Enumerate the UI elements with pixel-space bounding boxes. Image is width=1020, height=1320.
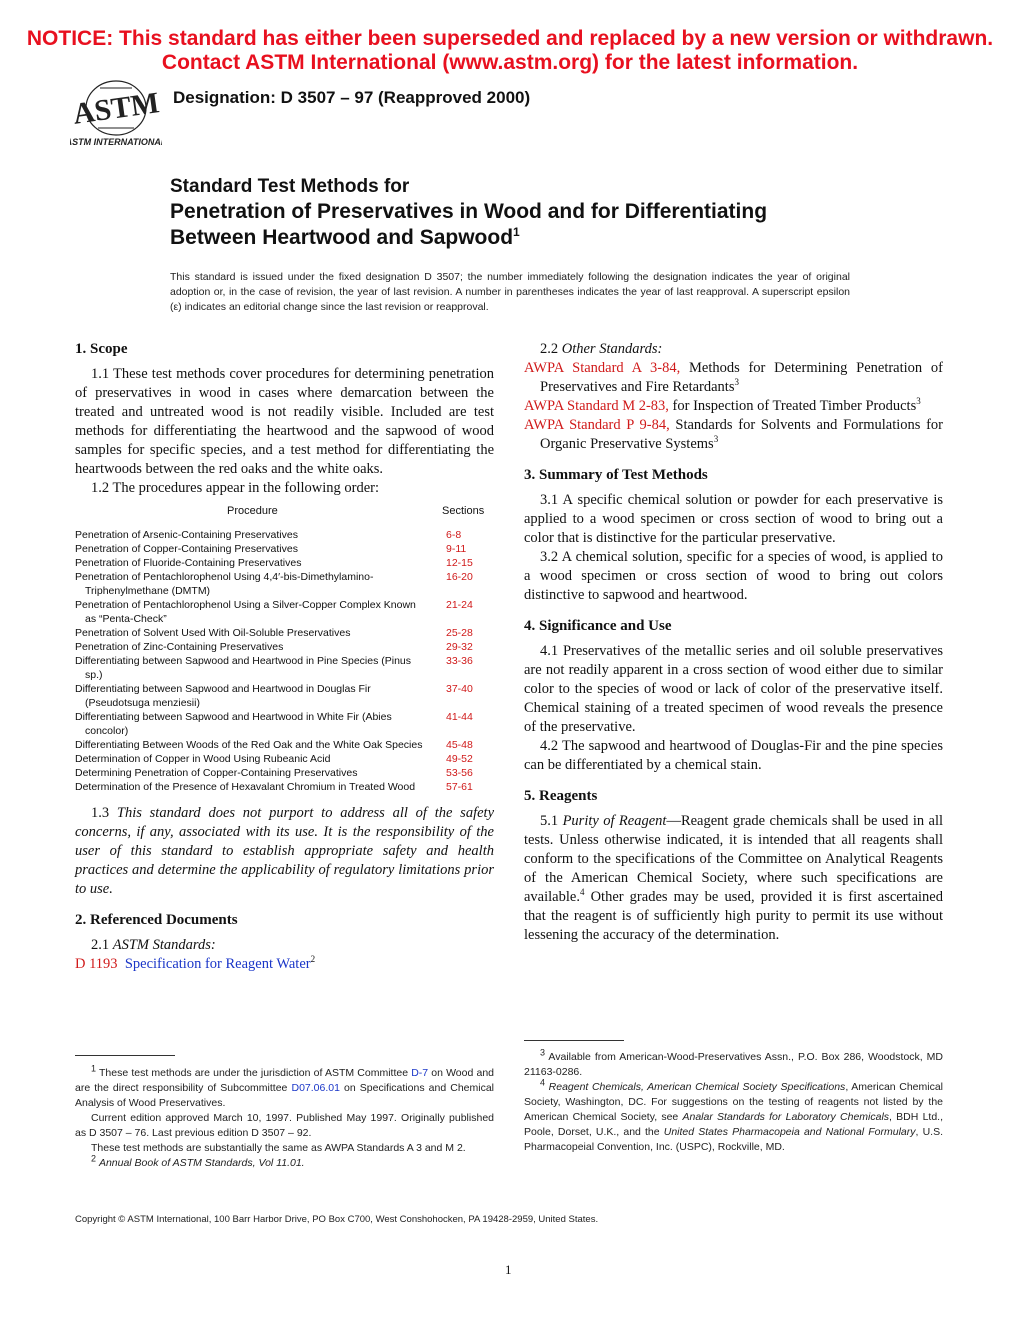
scope-heading: 1. Scope bbox=[75, 341, 128, 357]
title-footnote-ref[interactable]: 1 bbox=[513, 225, 520, 239]
reagents-heading: 5. Reagents bbox=[524, 788, 598, 804]
col-procedure: Procedure bbox=[227, 505, 278, 517]
table-row: Determining Penetration of Copper-Containing Preservatives 53-56 bbox=[75, 767, 473, 779]
footnote-divider-left bbox=[75, 1055, 175, 1056]
designation: Designation: D 3507 – 97 (Reapproved 2000) bbox=[173, 88, 531, 107]
left-column bbox=[75, 340, 494, 974]
awpa-m2-link[interactable]: AWPA Standard M 2-83, bbox=[524, 398, 669, 414]
awpa-a3: AWPA Standard A 3-84, Methods for Determining Penetration of Preservatives and Fire Retardants$^3$ bbox=[524, 360, 943, 395]
footnote-divider-right bbox=[524, 1040, 624, 1041]
awpa-a3-link[interactable]: AWPA Standard A 3-84, bbox=[524, 360, 681, 376]
title-line-2: Penetration of Preservatives in Wood and for Differentiating bbox=[170, 200, 768, 223]
section-link[interactable]: 41-44 bbox=[446, 711, 473, 723]
edition-note: Current edition approved March 10, 1997. Published May 1997. Originally published as D 3507 – 76. Last previous edition D 3507 – 92. bbox=[75, 1112, 494, 1139]
section-link[interactable]: 16-20 bbox=[446, 571, 473, 583]
refdocs-heading: 2. Referenced Documents bbox=[75, 912, 238, 928]
title-main bbox=[170, 199, 890, 251]
section-link[interactable]: 37-40 bbox=[446, 683, 473, 695]
notice-line-1: NOTICE: This standard has either been superseded and replaced by a new version or withdrawn. bbox=[26, 27, 994, 50]
refdocs-2-2: 2.2 Other Standards: bbox=[540, 341, 663, 357]
table-row: Penetration of Arsenic-Containing Preservatives 6-8 bbox=[75, 529, 462, 541]
col-sections: Sections bbox=[442, 505, 485, 517]
title-line-3: Between Heartwood and Sapwood bbox=[170, 226, 514, 249]
footnotes-right bbox=[524, 1047, 944, 1155]
table-row: Penetration of Solvent Used With Oil-Soluble Preservatives 25-28 bbox=[75, 627, 473, 639]
section-link[interactable]: 21-24 bbox=[446, 599, 473, 611]
table-row: Penetration of Zinc-Containing Preservatives 29-32 bbox=[75, 641, 473, 653]
scope-1-3: 1.3 This standard does not purport to address all of the safety concerns, if any, associated with its use. It is the responsibility of the user of this standard to establish appropriate safety and health practices and determine the applicability of regulatory limitations prior to use. bbox=[75, 805, 495, 897]
summary-3-1: 3.1 A specific chemical solution or powder for each preservative is applied to a wood specimen or cross section of wood to bring out a color that is distinctive for the particular preservative. bbox=[524, 492, 943, 546]
significance-4-2: 4.2 The sapwood and heartwood of Douglas-Fir and the pine species can be differentiated by a chemical stain. bbox=[524, 738, 943, 773]
logo-text: ASTM INTERNATIONAL bbox=[70, 137, 162, 147]
section-link[interactable]: 33-36 bbox=[446, 655, 473, 667]
scope-1-1: 1.1 These test methods cover procedures for determining penetration of preservatives in wood in cases where demarcation between the treated and untreated wood is not readily visible. Included are test methods for differentiating the heartwood and the sapwood of wood samples for specific species, and a test method for differentiating the heartwoods between the red oaks and the white oaks. bbox=[75, 366, 494, 477]
notice-line-2: Contact ASTM International (www.astm.org) for the latest information. bbox=[161, 51, 859, 74]
footnote-2: Annual Book of ASTM Standards, Vol 11.01. bbox=[98, 1157, 305, 1169]
astm-logo bbox=[70, 78, 162, 148]
d1193-link[interactable]: D 1193 bbox=[75, 956, 118, 972]
right-column bbox=[524, 340, 943, 945]
copyright: Copyright © ASTM International, 100 Barr Harbor Drive, PO Box C700, West Conshohocken, PA 19428-2959, United States. bbox=[75, 1214, 599, 1225]
intro-paragraph: This standard is issued under the fixed designation D 3507; the number immediately following the designation indicates the year of original adoption or, in the case of revision, the year of last revision. A number in parentheses indicates the year of last reapproval. A superscript epsilon (ε) indicates an editorial change since the last revision or reapproval. bbox=[170, 271, 850, 313]
awpa-p9-link[interactable]: AWPA Standard P 9-84, bbox=[524, 417, 670, 433]
reagents-5-1: 5.1 Purity of Reagent—Reagent grade chemicals shall be used in all tests. Unless otherwise indicated, it is intended that all reagents shall conform to the specifications of the Committee on Analytical Reagents of the American Chemical Society, where such specifications are available.$^4$ Other grades may be used, provided it is first ascertained that the reagent is of sufficiently high purity to permit its use without lessening the accuracy of the determination. bbox=[524, 813, 944, 943]
footnote-3: $^3$ Available from American-Wood-Preservatives Assn., P.O. Box 286, Woodstock, MD 21163-0286. bbox=[524, 1047, 944, 1078]
section-link[interactable]: 12-15 bbox=[446, 557, 473, 569]
scope-1-2: 1.2 The procedures appear in the following order: bbox=[91, 480, 380, 496]
table-row: Differentiating Between Woods of the Red Oak and the White Oak Species 45-48 bbox=[75, 739, 473, 751]
awpa-note: These test methods are substantially the same as AWPA Standards A 3 and M 2. bbox=[91, 1142, 466, 1154]
section-link[interactable]: 9-11 bbox=[446, 543, 467, 555]
table-row: Differentiating between Sapwood and Heartwood in Pine Species (Pinus sp.) 33-36 bbox=[75, 655, 473, 681]
table-row: Determination of Copper in Wood Using Rubeanic Acid 49-52 bbox=[75, 753, 473, 765]
section-link[interactable]: 25-28 bbox=[446, 627, 473, 639]
table-row: Differentiating between Sapwood and Heartwood in Douglas Fir (Pseudotsuga menziesii) 37-40 bbox=[75, 683, 473, 709]
table-row: Penetration of Fluoride-Containing Preservatives 12-15 bbox=[75, 557, 473, 569]
refdocs-2-1: 2.1 ASTM Standards: bbox=[91, 937, 216, 953]
awpa-m2: AWPA Standard M 2-83, for Inspection of Treated Timber Products$^3$ bbox=[524, 396, 921, 414]
table-row: Penetration of Copper-Containing Preservatives 9-11 bbox=[75, 543, 467, 555]
significance-heading: 4. Significance and Use bbox=[524, 618, 672, 634]
section-link[interactable]: 57-61 bbox=[446, 781, 473, 793]
page-number: 1 bbox=[505, 1262, 512, 1277]
procedure-table bbox=[75, 528, 494, 794]
table-row: Penetration of Pentachlorophenol Using 4,4′-bis-Dimethylamino-Triphenylmethane (DMTM) 16-20 bbox=[75, 571, 473, 597]
table-row: Penetration of Pentachlorophenol Using a Silver-Copper Complex Known as “Penta-Check” 21-24 bbox=[75, 599, 473, 625]
section-link[interactable]: 53-56 bbox=[446, 767, 473, 779]
subcommittee-link[interactable]: D07.06.01 bbox=[291, 1082, 340, 1094]
table-row: Determination of the Presence of Hexavalant Chromium in Treated Wood 57-61 bbox=[75, 781, 473, 793]
section-link[interactable]: 45-48 bbox=[446, 739, 473, 751]
section-link[interactable]: 29-32 bbox=[446, 641, 473, 653]
section-link[interactable]: 6-8 bbox=[446, 529, 462, 541]
ref-d1193: D 1193 Specification for Reagent Water$^2$ bbox=[75, 954, 316, 972]
awpa-p9: AWPA Standard P 9-84, Standards for Solvents and Formulations for Organic Preservative Systems$^3$ bbox=[524, 417, 943, 452]
section-link[interactable]: 49-52 bbox=[446, 753, 473, 765]
summary-3-2: 3.2 A chemical solution, specific for a species of wood, is applied to a wood specimen or cross section of wood to bring out colors distinctive to sapwood and heartwood. bbox=[524, 549, 943, 603]
d1193-title-link[interactable]: Specification for Reagent Water bbox=[124, 956, 311, 972]
title-line-1: Standard Test Methods for bbox=[170, 176, 410, 197]
committee-link[interactable]: D-7 bbox=[411, 1067, 429, 1079]
footnotes-left: $^1$ These test methods are under the jurisdiction of ASTM Committee D-7 on Wood and are the direct responsibility of Subcommittee D07.06.01 on Specifications and Chemical Analysis of Wood Preservatives. Current edition approved March 10, 1997. Published May 1997. Originally published as D 3507 – 76. Last previous edition D 3507 – 92. These test methods are substantially the same as AWPA Standards A 3 and M 2. $^2$ Annual Book of ASTM Standards, Vol 11.01. bbox=[75, 1063, 495, 1169]
procedure-table-header bbox=[75, 500, 494, 518]
svg-text:ASTM: ASTM bbox=[70, 86, 162, 131]
significance-4-1: 4.1 Preservatives of the metallic series and oil soluble preservatives are not readily apparent in a cross section of wood either due to similar color to the species of wood or lack of color of the preservative itself. Chemical staining of a treated specimen of wood reveals the presence of the preservative. bbox=[524, 643, 943, 735]
summary-heading: 3. Summary of Test Methods bbox=[524, 467, 708, 483]
table-row: Differentiating between Sapwood and Heartwood in White Fir (Abies concolor) 41-44 bbox=[75, 711, 473, 737]
footnote-4: $^4$ Reagent Chemicals, American Chemical Society Specifications, American Chemical Society, Washington, DC. For suggestions on the testing of reagents not listed by the American Chemical Society, see Analar Standards for Laboratory Chemicals, BDH Ltd., Poole, Dorset, U.K., and the United States Pharmacopeia and National Formulary, U.S. Pharmacopeial Convention, Inc. (USPC), Rockville, MD. bbox=[524, 1077, 944, 1153]
